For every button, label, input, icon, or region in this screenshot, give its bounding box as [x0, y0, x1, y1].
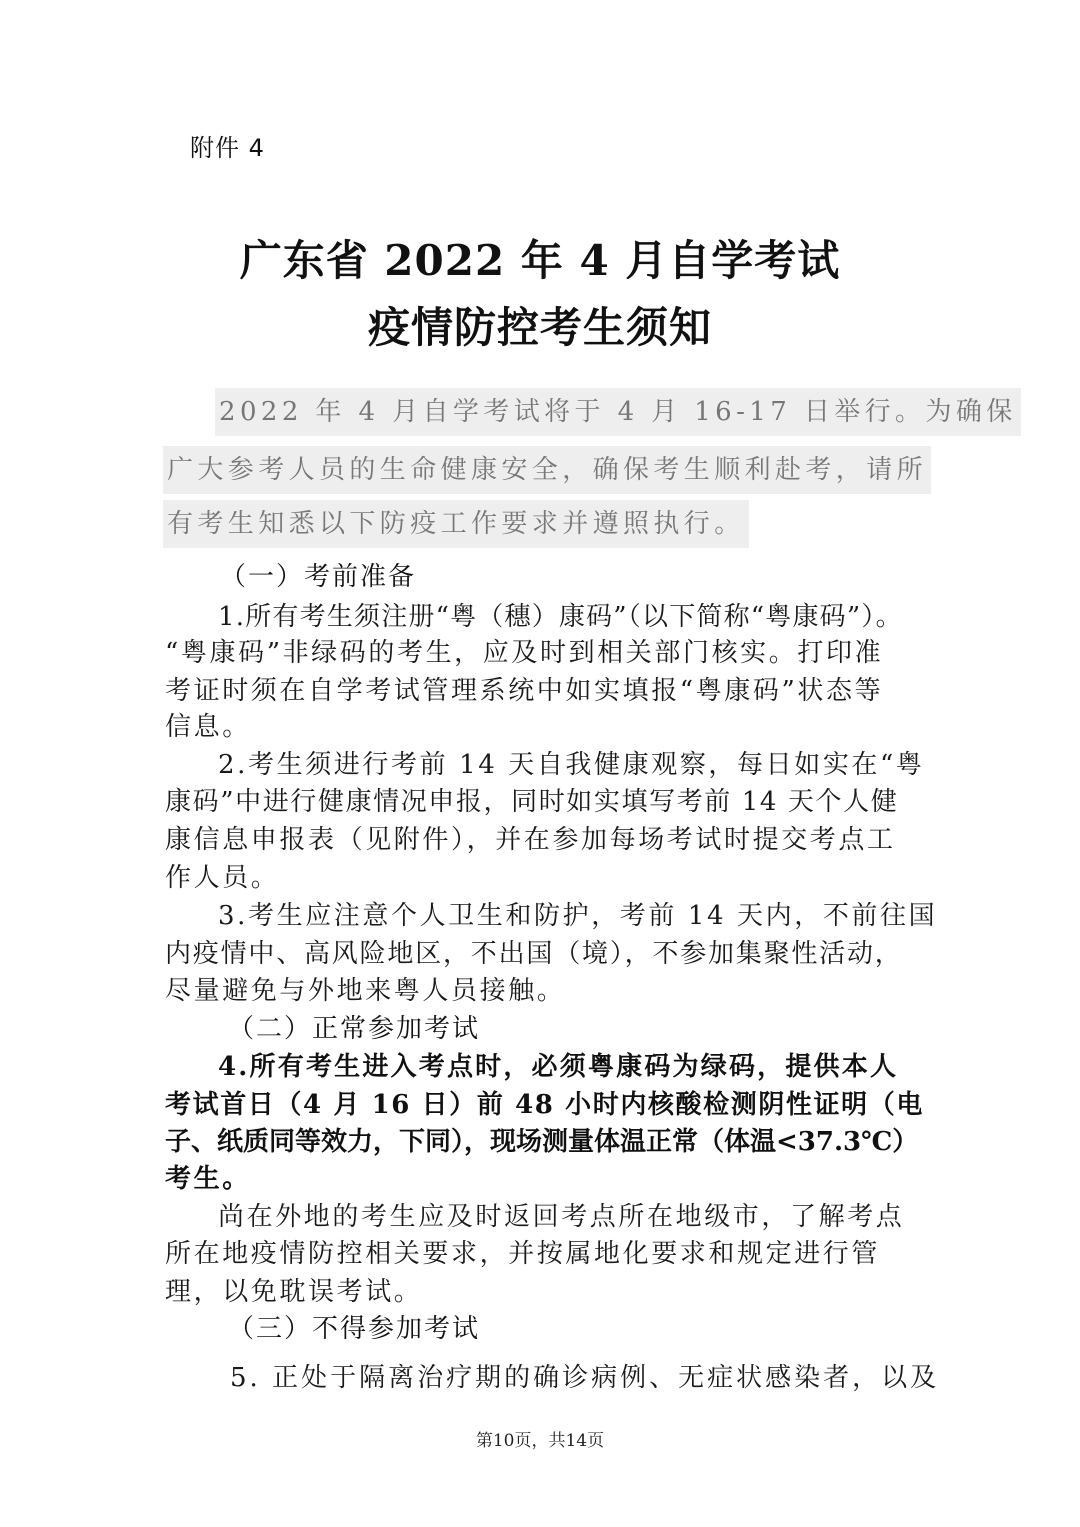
paragraph-line: 康码”中进行健康情况申报，同时如实填写考前 14 天个人健	[165, 787, 899, 817]
document-title-line-2: 疫情防控考生须知	[367, 303, 712, 352]
paragraph-line: 1.所有考生须注册“粤（穗）康码”（以下简称“粤康码”）。	[218, 602, 903, 632]
paragraph-line: 2.考生须进行考前 14 天自我健康观察，每日如实在“粤	[218, 750, 925, 780]
paragraph-line: 尽量避免与外地来粤人员接触。	[165, 976, 566, 1006]
paragraph-line: 考证时须在自学考试管理系统中如实填报“粤康码”状态等	[165, 676, 884, 706]
paragraph-line: “粤康码”非绿码的考生，应及时到相关部门核实。打印准	[165, 638, 884, 668]
bold-paragraph-line: 考生。	[165, 1164, 251, 1194]
paragraph-line: 康信息申报表（见附件），并在参加每场考试时提交考点工	[165, 825, 896, 855]
paragraph-line: 理，以免耽误考试。	[165, 1277, 423, 1307]
bold-paragraph-line: 子、纸质同等效力，下同），现场测量体温正常（体温<37.3℃）	[165, 1127, 919, 1157]
paragraph-line: 内疫情中、高风险地区，不出国（境），不参加集聚性活动，	[165, 939, 903, 969]
paragraph-line: 作人员。	[165, 863, 280, 893]
section-heading-3: （三）不得参加考试	[228, 1314, 481, 1344]
paragraph-line: 尚在外地的考生应及时返回考点所在地级市，了解考点	[218, 1202, 905, 1232]
document-title-line-1: 广东省 2022 年 4 月自学考试	[239, 236, 841, 285]
paragraph-line: 信息。	[165, 712, 251, 742]
page-number-footer: 第10页，共14页	[475, 1431, 605, 1451]
section-heading-2: （二）正常参加考试	[228, 1014, 481, 1044]
paragraph-line: 5. 正处于隔离治疗期的确诊病例、无症状感染者，以及	[230, 1363, 940, 1393]
paragraph-line: 3.考生应注意个人卫生和防护，考前 14 天内，不前往国	[218, 901, 938, 931]
intro-line: 2022 年 4 月自学考试将于 4 月 16-17 日举行。为确保	[215, 388, 1021, 436]
section-heading-1: （一）考前准备	[220, 562, 417, 592]
bold-paragraph-line: 4.所有考生进入考点时，必须粤康码为绿码，提供本人	[218, 1052, 899, 1082]
intro-line: 广大参考人员的生命健康安全，确保考生顺利赴考，请所	[163, 446, 931, 494]
attachment-label: 附件 4	[190, 134, 265, 162]
intro-line: 有考生知悉以下防疫工作要求并遵照执行。	[163, 500, 749, 548]
bold-paragraph-line: 考试首日（4 月 16 日）前 48 小时内核酸检测阴性证明（电	[165, 1090, 924, 1120]
paragraph-line: 所在地疫情防控相关要求，并按属地化要求和规定进行管	[165, 1239, 881, 1269]
